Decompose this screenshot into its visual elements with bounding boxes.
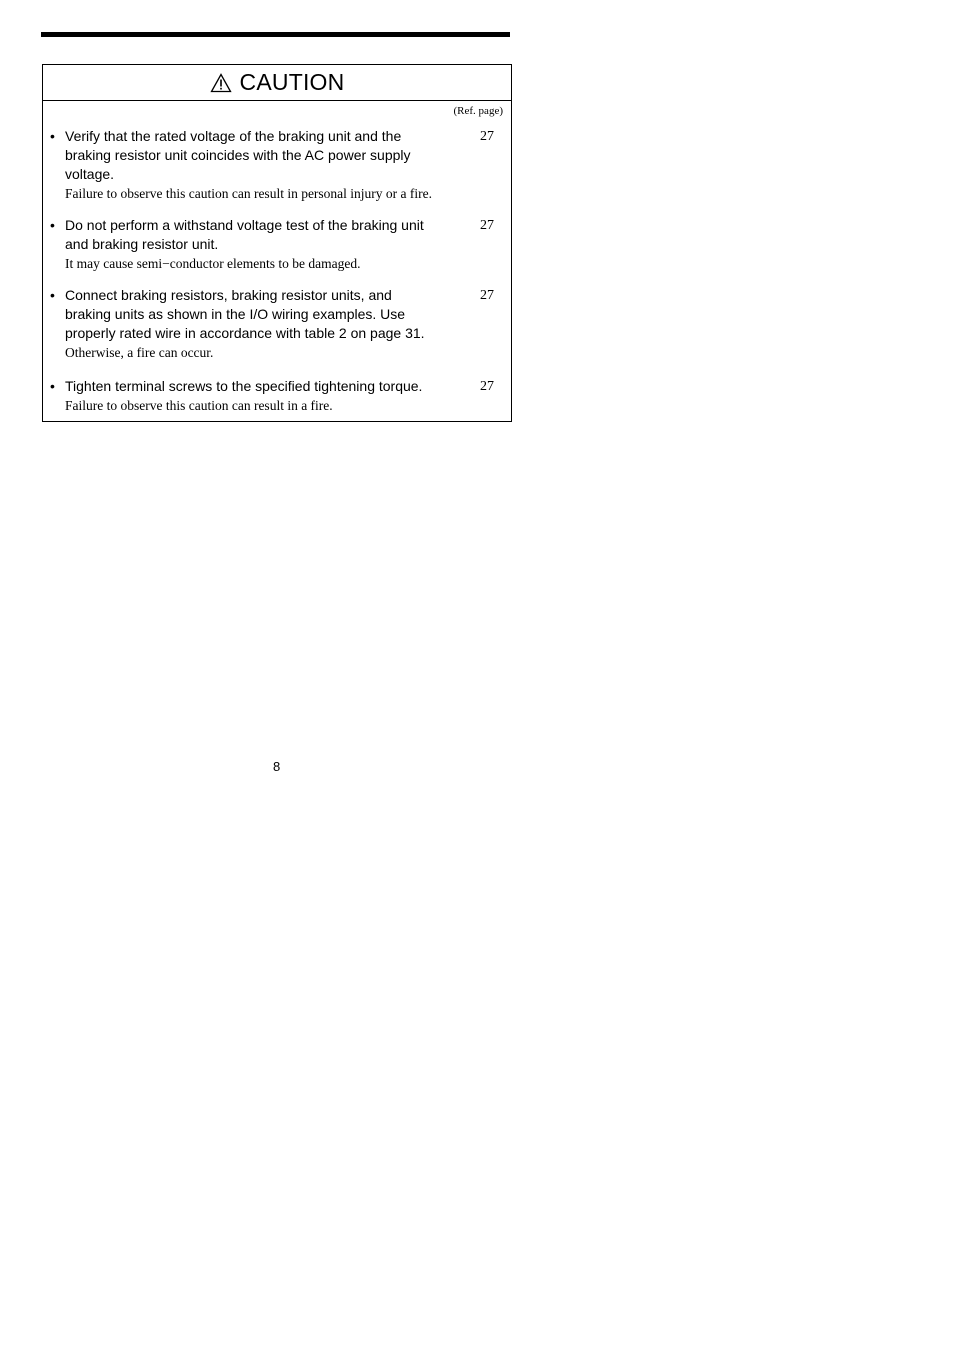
caution-item-note: Failure to observe this caution can result in a fire. [65, 398, 333, 413]
bullet: • [50, 217, 55, 233]
caution-item-ref: 27 [480, 288, 494, 303]
caution-item-text: Tighten terminal screws to the specified tightening torque. [65, 378, 423, 394]
caution-title: CAUTION [239, 69, 345, 95]
caution-item-ref: 27 [480, 218, 494, 233]
caution-item-ref: 27 [480, 129, 494, 144]
caution-item-ref: 27 [480, 379, 494, 394]
caution-item-text: Do not perform a withstand voltage test of the braking unit and braking resistor unit. [65, 217, 424, 252]
caution-item-note: Failure to observe this caution can result in personal injury or a fire. [65, 186, 433, 201]
caution-item [50, 286, 494, 362]
caution-item-text: Connect braking resistors, braking resistor units, and braking units as shown in the I/O wiring examples. Use properly rated wire in accordance with table 2 on page 31. [65, 287, 425, 341]
caution-box [42, 64, 512, 422]
caution-item-note: Otherwise, a fire can occur. [65, 345, 214, 360]
page-number: 8 [273, 759, 281, 774]
ref-page-label: (Ref. page) [453, 105, 503, 117]
caution-item [50, 127, 494, 203]
caution-item [50, 216, 494, 273]
caution-header [43, 65, 511, 101]
top-rule [41, 32, 510, 37]
caution-item [50, 377, 494, 415]
caution-item-note: It may cause semi−conductor elements to be damaged. [65, 256, 361, 271]
caution-item-text: Verify that the rated voltage of the braking unit and the braking resistor unit coincides with the AC power supply voltage. [65, 128, 411, 182]
bullet: • [50, 378, 55, 394]
bullet: • [50, 287, 55, 303]
bullet: • [50, 128, 55, 144]
warning-triangle-icon [210, 73, 232, 93]
